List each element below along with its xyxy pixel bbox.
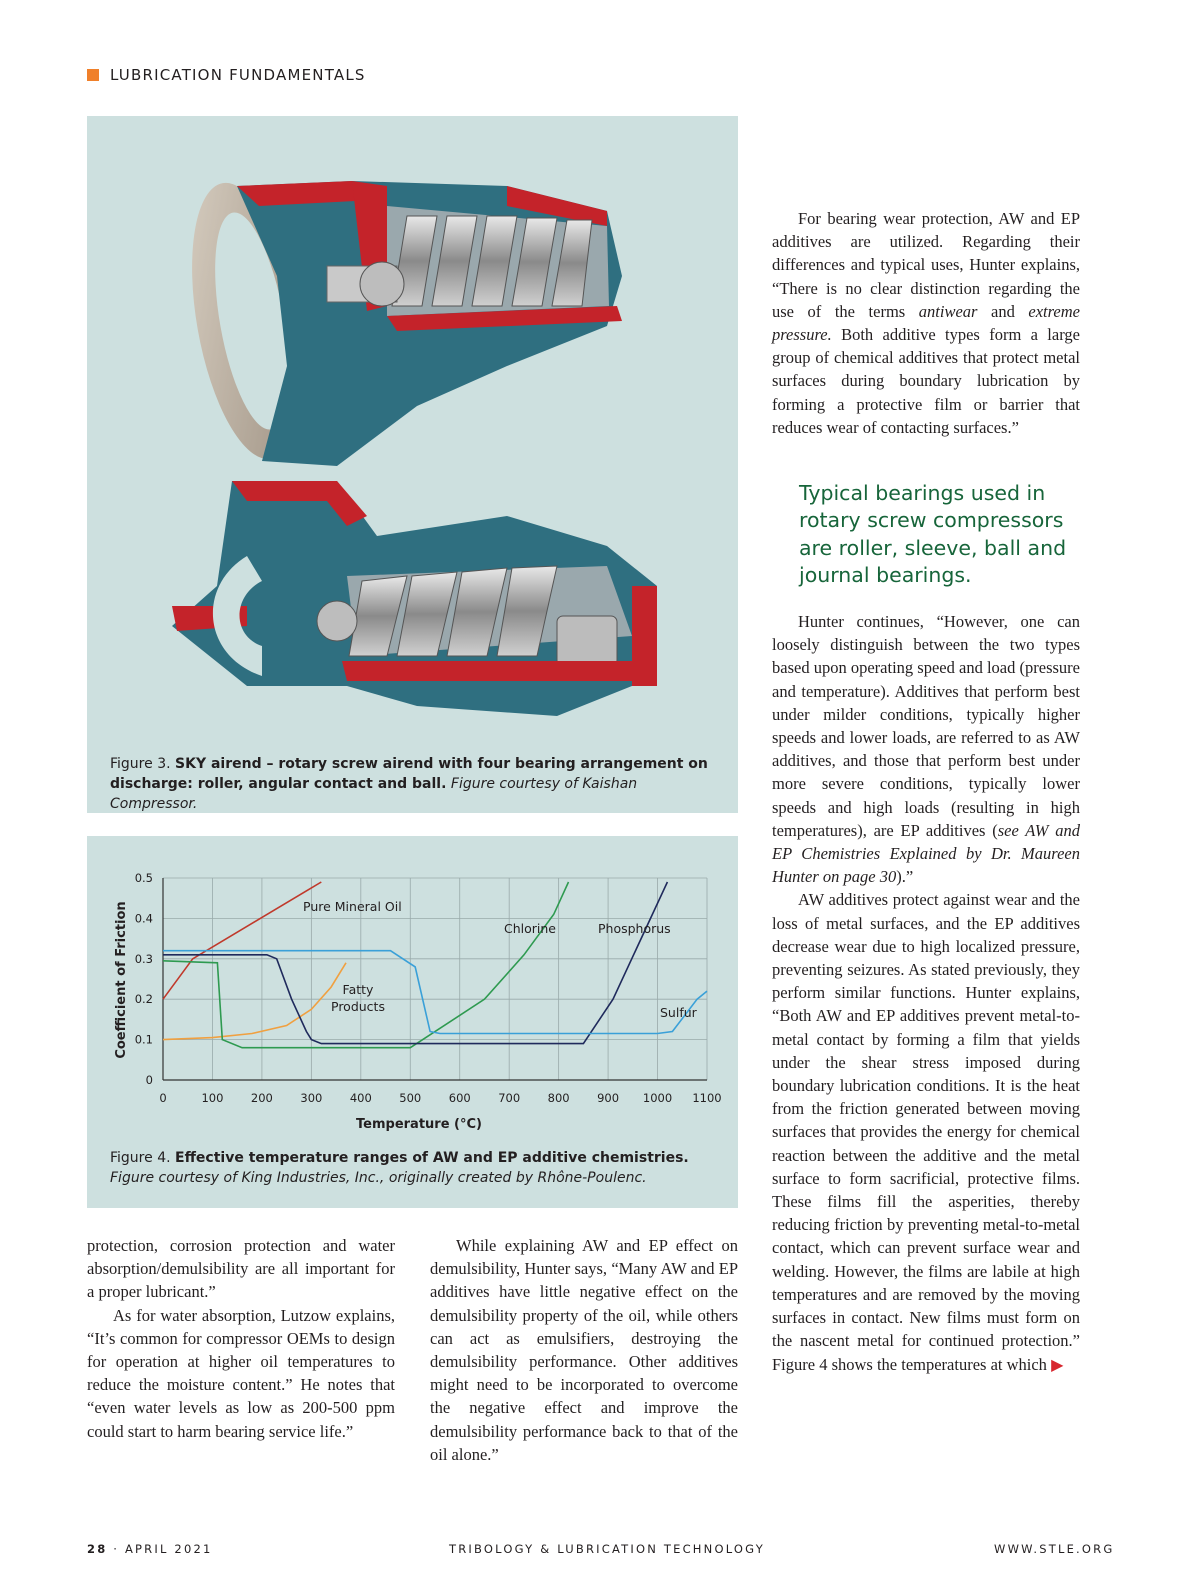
y-tick-label: 0.4 bbox=[134, 911, 153, 926]
x-tick-label: 900 bbox=[597, 1091, 620, 1105]
y-tick-label: 0.5 bbox=[134, 871, 153, 885]
lower-airend bbox=[172, 481, 657, 716]
x-tick-label: 1000 bbox=[642, 1091, 673, 1105]
section-header bbox=[87, 66, 366, 84]
figure-3 bbox=[87, 116, 738, 813]
column-1-paragraph-2: As for water absorption, Lutzow explains, “It’s common for compressor OEMs to design for operation at higher oil temperatures to reduce the moisture content.” He notes that “even water levels as low as 200-500 ppm could start to harm bearing service life.” bbox=[87, 1305, 395, 1441]
continue-arrow-icon: ▶ bbox=[1051, 1356, 1064, 1374]
y-tick-label: 0.1 bbox=[134, 1032, 153, 1047]
chart-axes bbox=[135, 871, 722, 1105]
text-run: AW additives protect against wear and the loss of metal surfaces, and the EP additives decrease wear due to high localized pressure, preventing seizures. As stated previously, they perform similar functions. Hunter explains, “Both AW and EP additives prevent metal-to-metal contact by forming a film that yields under the shear stress imposed during boundary lubrication conditions. It is the heat from the friction generated between moving surfaces that provides the energy for chemical reaction between the additive and the metal surface to form sacrificial, protective films. These films fill the asperities, thereby reducing friction by preventing metal-to-metal contact, which can prevent surface wear and welding. However, the films are labile at high temperatures and are removed by the moving surfaces in contact. New films must form on the nascent metal for continued protection.” Figure 4 shows the temperatures at which bbox=[772, 890, 1080, 1374]
column-1-paragraph-1: protection, corrosion protection and water absorption/demulsibility are all important for a proper lubricant.” bbox=[87, 1236, 395, 1302]
column-3-top bbox=[772, 207, 1080, 439]
chart-grid bbox=[163, 878, 707, 1080]
upper-airend bbox=[173, 174, 622, 467]
column-3-bottom bbox=[772, 610, 1080, 1377]
figure-3-label: Figure 3. bbox=[110, 756, 171, 772]
cross-reference: see AW and EP Chemistries Explained by Dr. Maureen Hunter on page 30 bbox=[772, 820, 1080, 887]
series-line bbox=[163, 882, 667, 1044]
series-label: Fatty bbox=[342, 982, 374, 997]
series-line bbox=[163, 951, 707, 1034]
x-tick-label: 500 bbox=[399, 1091, 422, 1105]
chart-series-labels bbox=[303, 899, 698, 1020]
text-run: and bbox=[977, 301, 1029, 321]
series-line bbox=[163, 882, 321, 999]
series-label: Pure Mineral Oil bbox=[303, 899, 402, 914]
text-run: Hunter continues, “However, one can loosely distinguish between the two types based upon operating speed and load (pressure and temperature). Additives that perform best under milder conditions, typically higher speeds and lower loads, are referred to as AW additives, and those that perform best under more severe conditions, typically lower speeds and high loads (resulting in high temperatures), are EP additives ( bbox=[772, 612, 1080, 840]
page-number: 28 bbox=[87, 1542, 108, 1556]
x-tick-label: 100 bbox=[201, 1091, 224, 1105]
y-tick-label: 0 bbox=[145, 1073, 153, 1087]
text-run: For bearing wear protection, AW and EP additives are utilized. Regarding their differences and typical uses, Hunter explains, “There is no clear distinction regarding the use of the terms bbox=[772, 209, 1080, 321]
x-tick-label: 600 bbox=[448, 1091, 471, 1105]
x-tick-label: 300 bbox=[300, 1091, 323, 1105]
text-run: Both additive types form a large group of chemical additives that protect metal surfaces during boundary lubrication by forming a protective film or barrier that reduces wear of contacting surfaces.” bbox=[772, 325, 1080, 437]
footer-page-info bbox=[87, 1542, 213, 1556]
chart-x-label: Temperature (°C) bbox=[356, 1117, 482, 1132]
column-3-paragraph-2 bbox=[772, 610, 1080, 888]
figure-3-caption bbox=[110, 754, 710, 814]
airend-illustration bbox=[87, 116, 738, 736]
column-2-paragraph-1: While explaining AW and EP effect on demulsibility, Hunter says, “Many AW and EP additives have little negative effect on the demulsibility property of the oil, while others can act as emulsifiers, destroying the demulsibility performance. Other additives might need to be incorporated to overcome the negative effect and improve the demulsibility performance back to that of the oil alone.” bbox=[430, 1236, 738, 1464]
series-line bbox=[163, 963, 346, 1040]
y-tick-label: 0.3 bbox=[134, 951, 153, 966]
column-2 bbox=[430, 1234, 738, 1466]
italic-term-antiwear: antiwear bbox=[918, 301, 978, 321]
x-tick-label: 0 bbox=[159, 1091, 167, 1105]
figure-3-credit: Figure courtesy of Kaishan Compressor. bbox=[110, 776, 638, 812]
series-label: Chlorine bbox=[504, 921, 556, 936]
figure-4-label: Figure 4. bbox=[110, 1150, 171, 1166]
chart-y-label: Coefficient of Friction bbox=[114, 901, 129, 1059]
section-title: LUBRICATION FUNDAMENTALS bbox=[110, 66, 366, 84]
series-label: Products bbox=[331, 999, 385, 1014]
pull-quote: Typical bearings used in rotary screw compressors are roller, sleeve, ball and journal bearings. bbox=[799, 481, 1067, 587]
series-label: Sulfur bbox=[660, 1005, 697, 1020]
column-3-paragraph-1 bbox=[772, 207, 1080, 439]
text-run: ).” bbox=[896, 867, 914, 887]
x-tick-label: 400 bbox=[349, 1091, 372, 1105]
x-tick-label: 700 bbox=[498, 1091, 521, 1105]
figure-4-title: Effective temperature ranges of AW and EP additive chemistries. bbox=[175, 1150, 689, 1166]
friction-temperature-chart bbox=[87, 836, 738, 1136]
figure-3-title: SKY airend – rotary screw airend with four bearing arrangement on discharge: roller, angular contact and ball. bbox=[110, 756, 708, 792]
series-label: Phosphorus bbox=[598, 921, 671, 936]
y-tick-label: 0.2 bbox=[134, 992, 153, 1007]
x-tick-label: 1100 bbox=[692, 1091, 722, 1105]
figure-4-credit: Figure courtesy of King Industries, Inc., originally created by Rhône-Poulenc. bbox=[110, 1170, 647, 1186]
column-3-paragraph-3 bbox=[772, 888, 1080, 1376]
x-tick-label: 800 bbox=[547, 1091, 570, 1105]
issue-date: APRIL 2021 bbox=[124, 1542, 213, 1556]
figure-4-caption bbox=[110, 1148, 720, 1188]
figure-4 bbox=[87, 836, 738, 1208]
website-link[interactable]: WWW.STLE.ORG bbox=[994, 1542, 1115, 1556]
section-marker-icon bbox=[87, 69, 99, 81]
x-tick-label: 200 bbox=[250, 1091, 273, 1105]
italic-term-extreme-pressure: extreme pressure. bbox=[772, 301, 1080, 345]
footer-separator: · bbox=[113, 1542, 120, 1556]
publication-name: TRIBOLOGY & LUBRICATION TECHNOLOGY bbox=[449, 1542, 765, 1556]
column-1 bbox=[87, 1234, 395, 1443]
chart-series bbox=[163, 882, 707, 1048]
